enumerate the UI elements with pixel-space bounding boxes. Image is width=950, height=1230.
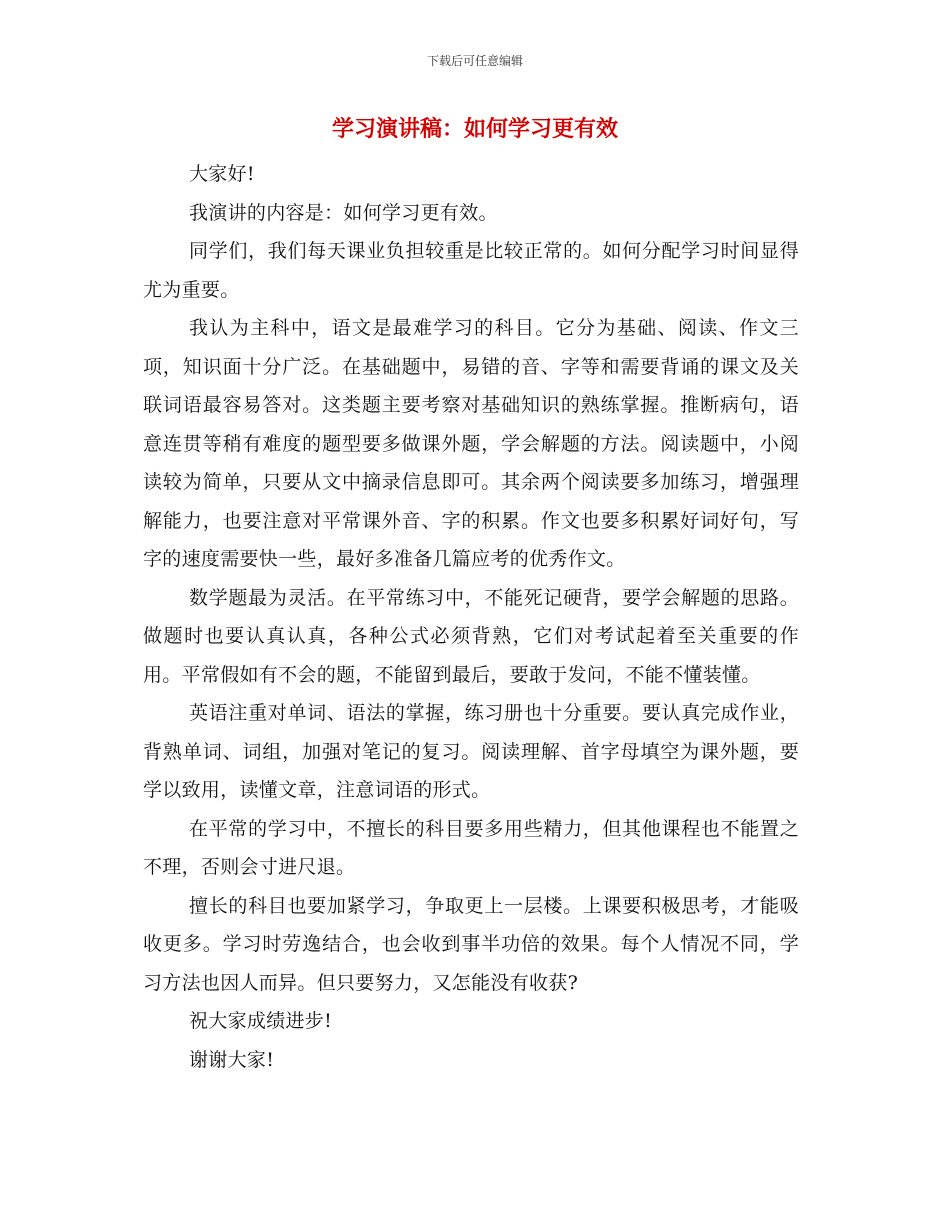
paragraph-thanks: 谢谢大家!: [189, 1048, 275, 1071]
paragraph-topic: 我演讲的内容是：如何学习更有效。: [189, 201, 498, 224]
paragraph-english: 英语注重对单词、语法的掌握，练习册也十分重要。要认真完成作业，背熟单词、词组，加强对笔记的复习。阅读理解、首字母填空为课外题，要学以致用，读懂文章，注意词语的形式。: [143, 702, 799, 801]
header-note: 下载后可任意编辑: [426, 54, 523, 68]
paragraph-wishes: 祝大家成绩进步!: [189, 1010, 333, 1032]
paragraph-weak-subjects: 在平常的学习中，不擅长的科目要多用些精力，但其他课程也不能置之不理，否则会寸进尺退。: [143, 817, 799, 878]
document-title: 学习演讲稿：如何学习更有效: [331, 117, 618, 142]
paragraph-greeting: 大家好!: [189, 163, 255, 185]
document-body: [143, 155, 799, 1079]
paragraph-intro: 同学们，我们每天课业负担较重是比较正常的。如何分配学习时间显得尤为重要。: [143, 240, 799, 301]
paragraph-strong-subjects: 擅长的科目也要加紧学习，争取更上一层楼。上课要积极思考，才能吸收更多。学习时劳逸结合，也会收到事半功倍的效果。每个人情况不同，学习方法也因人而异。但只要努力，又怎能没有收获?: [143, 894, 799, 994]
paragraph-math: 数学题最为灵活。在平常练习中，不能死记硬背，要学会解题的思路。做题时也要认真认真，各种公式必须背熟，它们对考试起着至关重要的作用。平常假如有不会的题，不能留到最后，要敢于发问，不能不懂装懂。: [143, 586, 799, 686]
paragraph-chinese: 我认为主科中，语文是最难学习的科目。它分为基础、阅读、作文三项，知识面十分广泛。在基础题中，易错的音、字等和需要背诵的课文及关联词语最容易答对。这类题主要考察对基础知识的熟练掌握。推断病句，语意连贯等稍有难度的题型要多做课外题，学会解题的方法。阅读题中，小阅读较为简单，只要从文中摘录信息即可。其余两个阅读要多加练习，增强理解能力，也要注意对平常课外音、字的积累。作文也要多积累好词好句，写字的速度需要快一些，最好多准备几篇应考的优秀作文。: [143, 317, 799, 570]
